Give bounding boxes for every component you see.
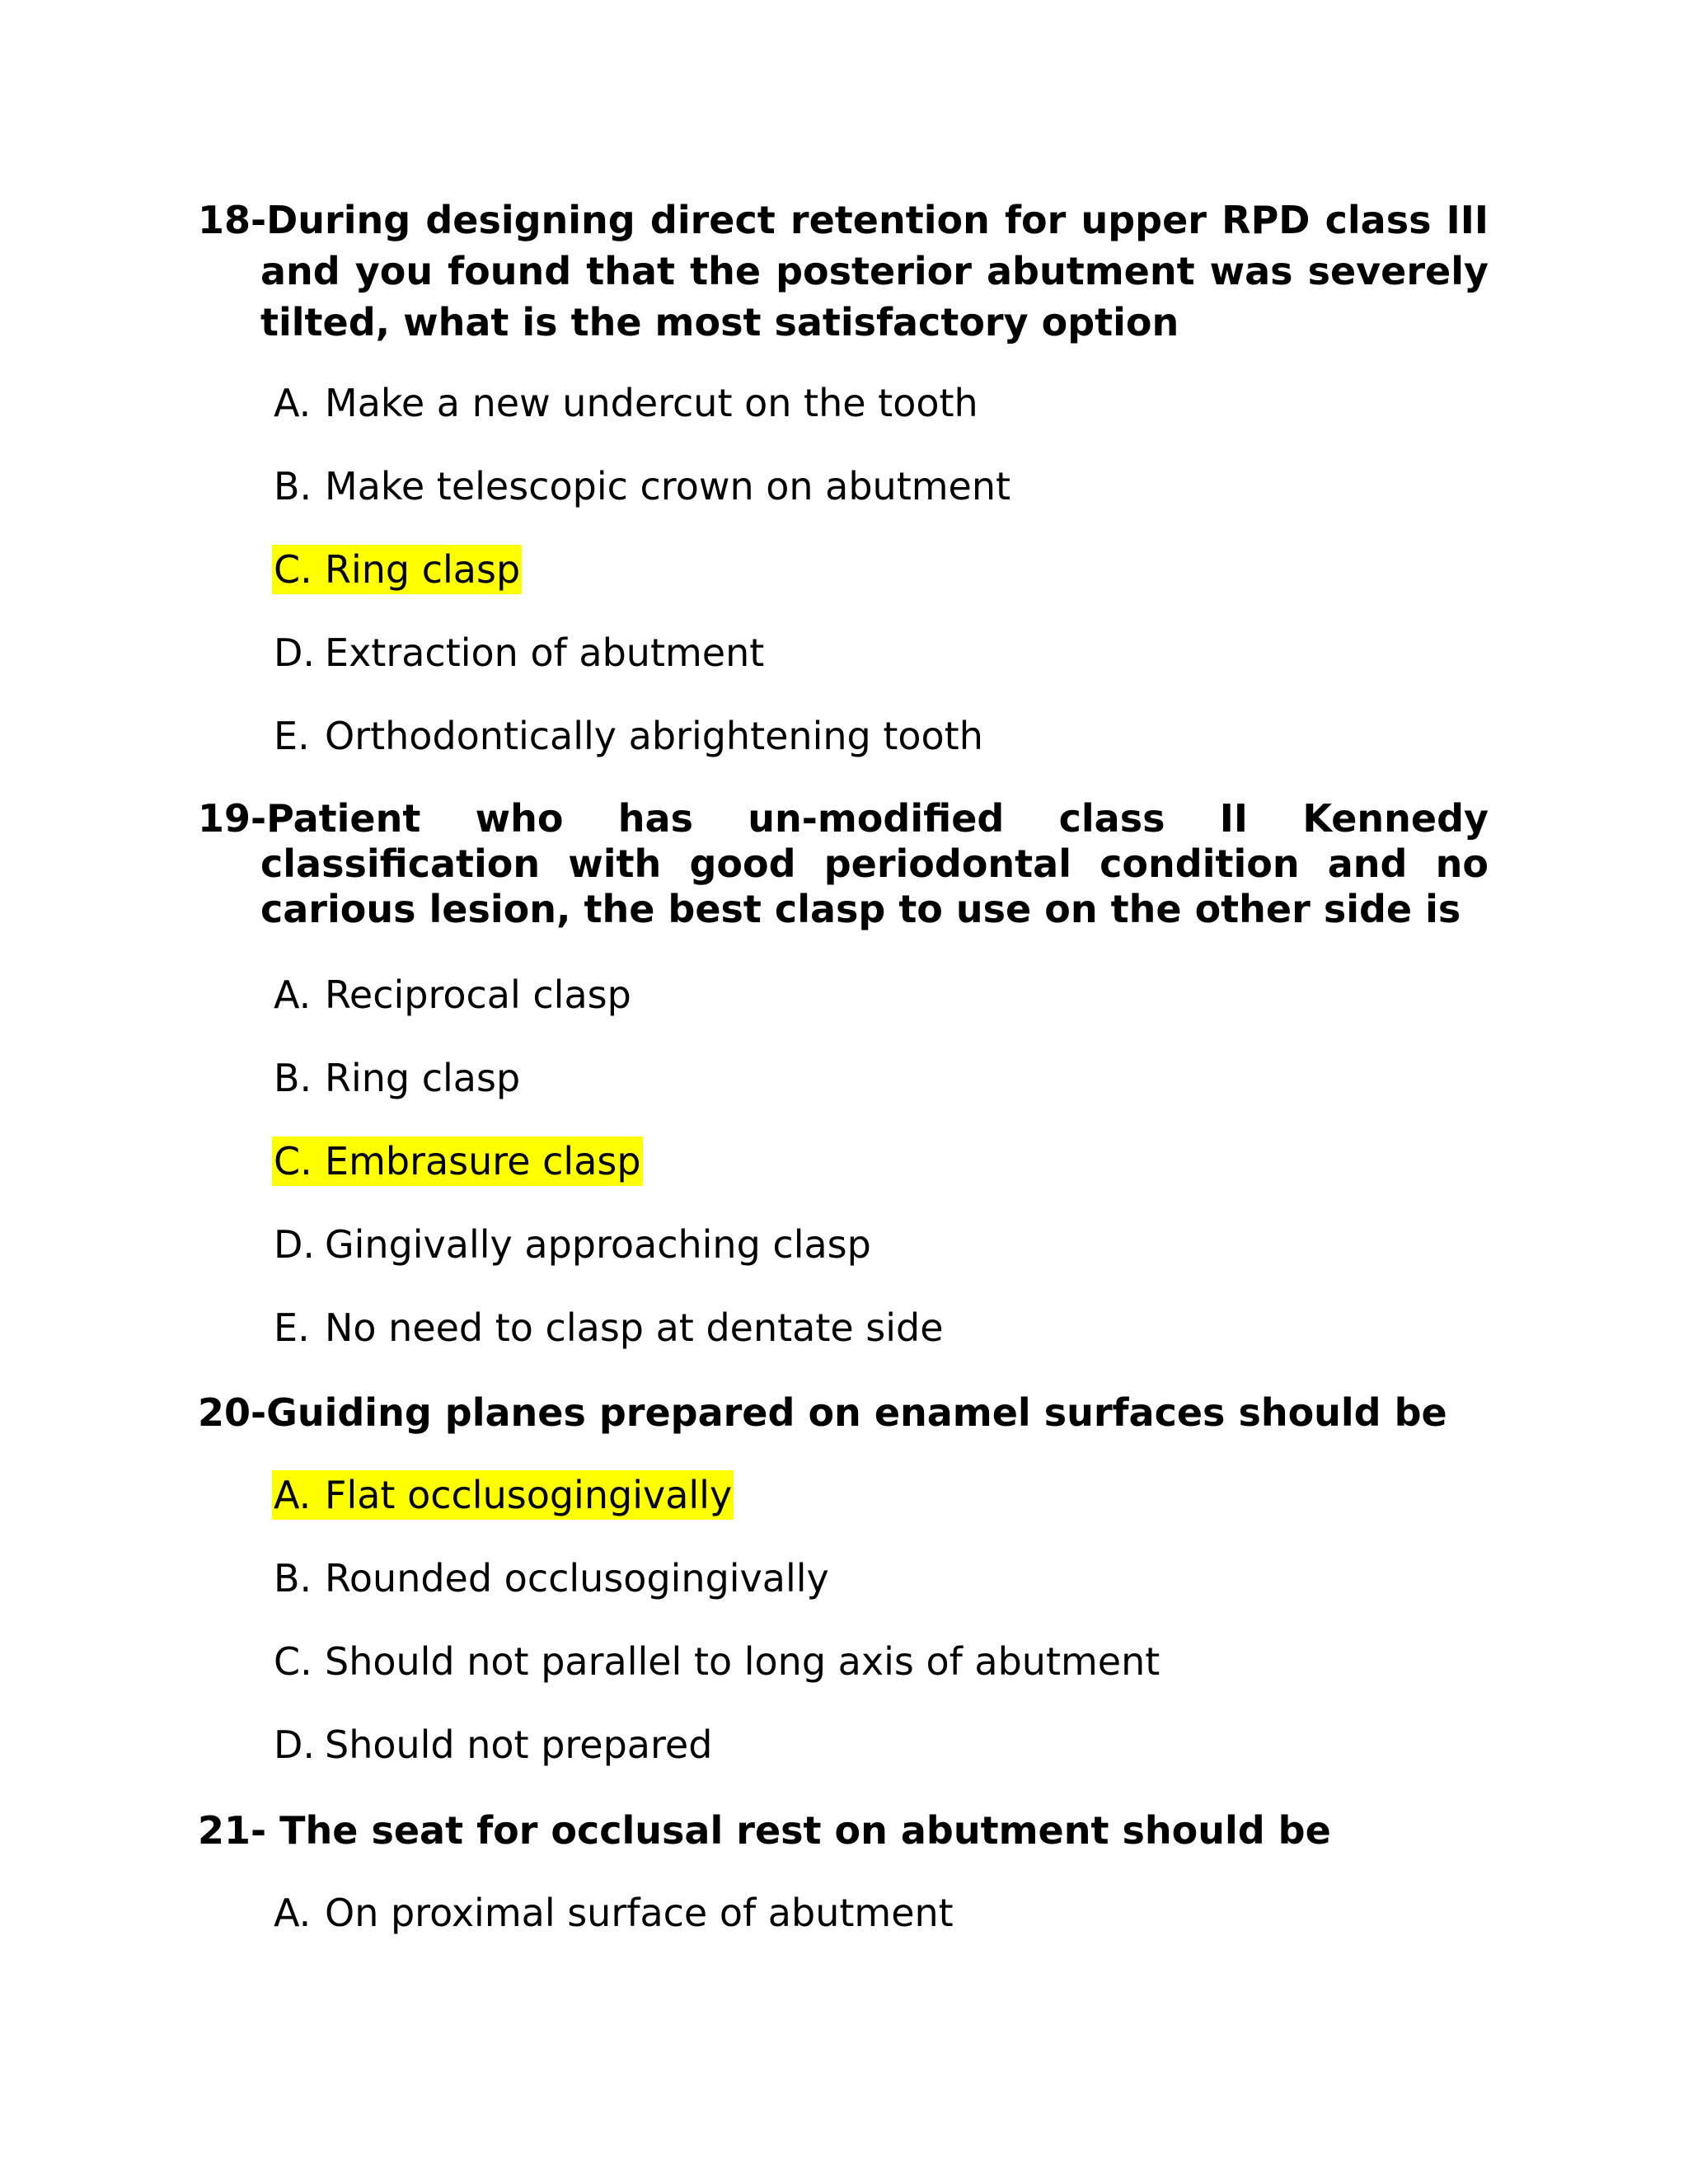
- option-letter: E.: [274, 1305, 310, 1350]
- option-20-b: [272, 1554, 831, 1603]
- option-text: Should not parallel to long axis of abutment: [325, 1639, 1160, 1684]
- option-letter: B.: [274, 1056, 312, 1100]
- option-18-a: [272, 378, 980, 428]
- option-text: On proximal surface of abutment: [325, 1891, 954, 1935]
- option-text: Embrasure clasp: [325, 1139, 641, 1183]
- option-19-c-correct: [272, 1137, 643, 1186]
- option-letter: D.: [274, 1722, 316, 1767]
- option-text: Make telescopic crown on abutment: [325, 464, 1011, 509]
- option-letter: A.: [274, 1891, 312, 1935]
- option-20-c: [272, 1637, 1161, 1686]
- question-18: 18-During designing direct retention for upper RPD class III and you found that the posterior abutment was severely tilted, what is the most satisfactory option: [198, 198, 1489, 344]
- option-letter: C.: [274, 1139, 312, 1183]
- question-21: 21- The seat for occlusal rest on abutment should be: [198, 1808, 1331, 1853]
- option-letter: D.: [274, 1222, 316, 1267]
- option-text: Rounded occlusogingivally: [325, 1556, 829, 1601]
- option-18-d: [272, 628, 766, 677]
- option-19-d: [272, 1220, 873, 1269]
- option-text: Should not prepared: [325, 1722, 713, 1767]
- option-19-b: [272, 1053, 522, 1103]
- option-text: Ring clasp: [325, 547, 521, 592]
- option-letter: C.: [274, 1639, 312, 1684]
- option-18-b: [272, 462, 1012, 511]
- option-letter: A.: [274, 381, 312, 425]
- option-letter: B.: [274, 464, 312, 509]
- option-19-e: [272, 1303, 945, 1352]
- option-21-a: [272, 1888, 955, 1938]
- question-19: 19-Patient who has un-modified class II Kennedy classification with good periodontal condition and no carious lesion, the best clasp to use on the other side is: [198, 796, 1489, 931]
- option-letter: B.: [274, 1556, 312, 1601]
- option-19-a: [272, 970, 633, 1019]
- option-text: No need to clasp at dentate side: [325, 1305, 944, 1350]
- option-text: Ring clasp: [325, 1056, 521, 1100]
- option-letter: A.: [274, 972, 312, 1017]
- option-letter: A.: [274, 1473, 312, 1517]
- option-letter: D.: [274, 630, 316, 675]
- option-text: Flat occlusogingivally: [325, 1473, 733, 1517]
- option-18-c-correct: [272, 545, 522, 594]
- option-20-a-correct: [272, 1470, 734, 1520]
- option-20-d: [272, 1720, 714, 1769]
- option-text: Make a new undercut on the tooth: [325, 381, 978, 425]
- option-text: Extraction of abutment: [325, 630, 765, 675]
- option-text: Gingivally approaching clasp: [325, 1222, 871, 1267]
- option-18-e: [272, 711, 985, 761]
- option-text: Reciprocal clasp: [325, 972, 631, 1017]
- option-text: Orthodontically abrightening tooth: [325, 714, 983, 758]
- question-20: 20-Guiding planes prepared on enamel surfaces should be: [198, 1390, 1447, 1435]
- option-letter: C.: [274, 547, 312, 592]
- option-letter: E.: [274, 714, 310, 758]
